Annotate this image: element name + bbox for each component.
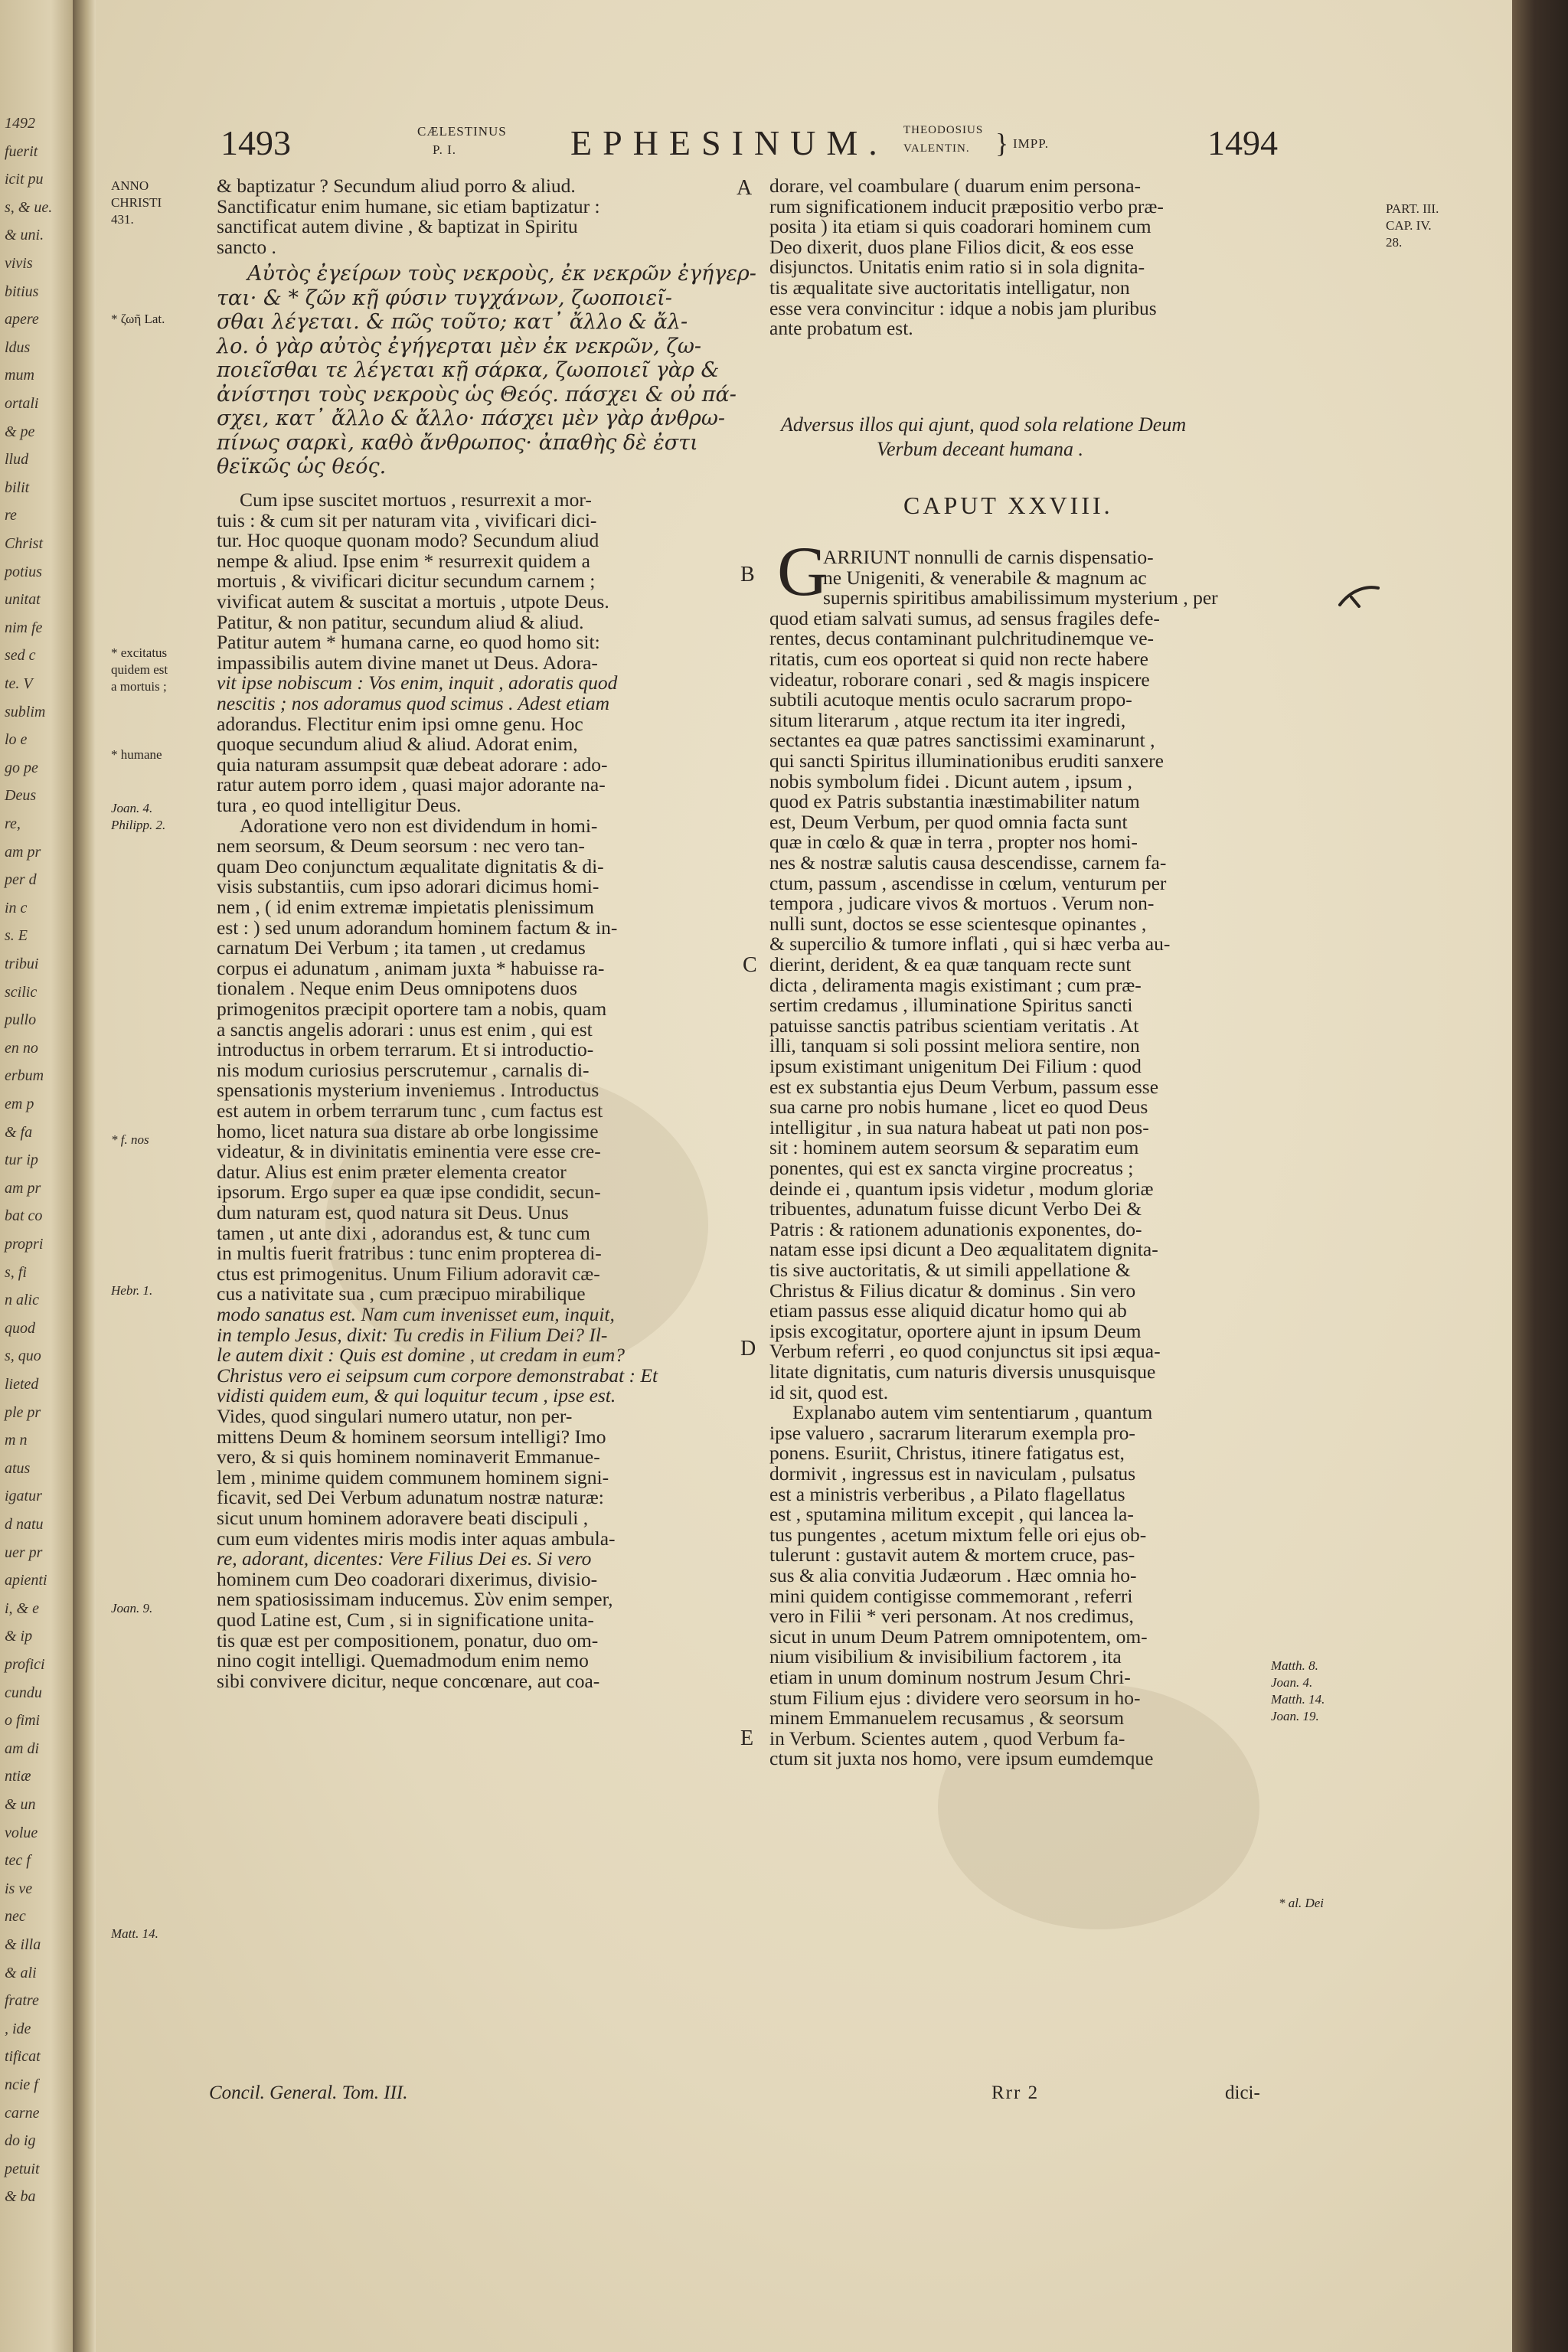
text-line: lem , minime quidem communem hominem signi-	[217, 1465, 609, 1488]
text-line: situm literarum , atque rectum ita iter ingredi,	[769, 708, 1126, 731]
fragment-line: nec	[5, 1908, 26, 1926]
fragment-line: bat co	[5, 1207, 43, 1225]
fragment-line: & pe	[5, 423, 35, 440]
right-margin-note: PART. III.	[1386, 201, 1439, 216]
fragment-line: m n	[5, 1432, 28, 1449]
text-line: ponentes, qui est ex sancta virgine procreatus ;	[769, 1157, 1134, 1179]
text-line: mini quidem contigisse commemorant , referri	[769, 1584, 1133, 1607]
text-line: spensationis mysterium inveniemus . Introductus	[217, 1079, 599, 1102]
fragment-line: unitat	[5, 591, 41, 609]
text-line: id sit, quod est.	[769, 1380, 889, 1403]
text-line: tempora , judicare vivos & mortuos . Verum non-	[769, 892, 1155, 915]
text-line: corpus ei adunatum , animam juxta * habuisse ra-	[217, 956, 605, 979]
left-margin-note: Matt. 14.	[111, 1926, 158, 1941]
text-line: etiam passus esse aliquid dicatur homo qui ab	[769, 1299, 1127, 1322]
fragment-line: per d	[5, 871, 37, 889]
page	[96, 0, 1512, 2352]
text-line: sicut in unum Deum Patrem omnipotentem, om-	[769, 1625, 1148, 1648]
text-line: cum eum videntes miris modis inter aquas ambula-	[217, 1527, 616, 1550]
fragment-line: & uni.	[5, 227, 44, 244]
text-line: intelligitur , in sua natura habeat ut pati non pos-	[769, 1116, 1149, 1138]
fragment-line: carne	[5, 2104, 40, 2122]
fragment-line: & un	[5, 1796, 36, 1813]
fragment-line: s, quo	[5, 1348, 41, 1365]
text-line: vit ipse nobiscum : Vos enim, inquit , adoratis quod	[217, 671, 618, 694]
fragment-line: icit pu	[5, 171, 44, 188]
section-letter-e: E	[740, 1726, 754, 1750]
greek-text-line: ται· & * ζῶν κῇ φύσιν τυγχάνων, ζωοποιεῖ-	[217, 286, 672, 310]
fragment-line: tec f	[5, 1852, 31, 1870]
text-line: ficavit, sed Dei Verbum adunatum nostræ naturæ:	[217, 1486, 604, 1509]
text-line: dierint, derident, & ea quæ tanquam recte sunt	[769, 953, 1132, 975]
fragment-line: bilit	[5, 479, 30, 496]
text-line: tis sive auctoritatis, & ut simili appellatione &	[769, 1259, 1131, 1281]
text-line: quod ex Patris substantia inæstimabiliter natum	[769, 790, 1140, 813]
text-line: ratur autem porro idem , quasi major adorante na-	[217, 773, 606, 796]
greek-text-line: σχει, κατ᾽ ἄλλο & ἄλλο· πάσχει μὲν γὰρ ἀνθρω-	[217, 407, 725, 431]
fragment-line: re,	[5, 815, 21, 832]
fragment-line: petuit	[5, 2160, 40, 2177]
text-line: est , sputamina militum excepit , qui lancea la-	[769, 1503, 1134, 1526]
left-margin-note: Joan. 9.	[111, 1601, 153, 1615]
text-line: dormivit , ingressus est in naviculam , pulsatus	[769, 1462, 1136, 1485]
text-line: ctum, passum , ascendisse in cœlum, venturum per	[769, 871, 1167, 894]
header-emperor-2: VALENTIN.	[903, 142, 970, 155]
fragment-line: tribui	[5, 956, 39, 972]
left-margin-note: a mortuis ;	[111, 679, 167, 694]
text-line: a sanctis angelis adorari : unus est enim , qui est	[217, 1018, 593, 1040]
fragment-line: o fimi	[5, 1712, 41, 1730]
left-margin-note: * f. nos	[111, 1132, 149, 1147]
text-line: dorare, vel coambulare ( duarum enim persona-	[769, 175, 1141, 197]
text-line: modo sanatus est. Nam cum invenisset eum, inquit,	[217, 1302, 615, 1325]
section-letter-b: B	[740, 563, 755, 586]
fragment-line: apere	[5, 311, 39, 328]
text-line: Vides, quod singulari numero utatur, non per-	[217, 1404, 573, 1427]
signature-mark: Rrr 2	[991, 2082, 1040, 2103]
paper-stain	[938, 1684, 1259, 1929]
fragment-line: ncie f	[5, 2076, 38, 2093]
text-line: Patris : & rationem adunationis exponentes, do-	[769, 1217, 1142, 1240]
greek-text-line: πίνως σαρκὶ, καθὸ ἄνθρωπος· ἀπαθὴς δὲ ἐστι	[217, 430, 698, 455]
fragment-line: mum	[5, 367, 34, 384]
text-line: Deo dixerit, duos plane Filios dicit, & eos esse	[769, 235, 1134, 258]
text-line: est, Deum Verbum, per quod omnia facta sunt	[769, 810, 1128, 833]
fragment-line: am di	[5, 1740, 39, 1757]
text-line: Patitur autem * humana carne, eo quod homo sit:	[217, 631, 600, 654]
fragment-line: tur ip	[5, 1152, 38, 1169]
text-line: sua carne pro nobis humane , licet eo quod Deus	[769, 1096, 1148, 1119]
text-line: ctus est primogenitus. Unum Filium adoravit cæ-	[217, 1262, 600, 1285]
text-line: Verbum referri , eo quod conjunctus sit ipsi æqua-	[769, 1340, 1161, 1363]
text-line: subtili acutoque mentis oculo sacrarum propo-	[769, 688, 1132, 711]
text-line: ne Unigeniti, & venerabile & magnum ac	[823, 566, 1147, 589]
text-line: sibi convivere dicitur, neque concœnare, aut coa-	[217, 1669, 600, 1692]
text-line: sanctificat autem divine , & baptizat in Spiritu	[217, 215, 578, 238]
text-line: in templo Jesus, dixit: Tu credis in Filium Dei? Il-	[217, 1323, 608, 1346]
text-line: vero in Filii * veri personam. At nos credimus,	[769, 1605, 1134, 1628]
text-line: Christus & Filius dicatur & dominus . Sin vero	[769, 1279, 1136, 1302]
fragment-line: vivis	[5, 255, 33, 272]
text-line: sertim credamus , illuminatione Spiritus sancti	[769, 994, 1133, 1017]
right-margin-note: Joan. 19.	[1271, 1709, 1319, 1723]
fragment-line: & fa	[5, 1123, 33, 1141]
text-line: sectantes ea quæ patres sanctissimi examinarunt ,	[769, 729, 1155, 752]
fragment-line: ntiæ	[5, 1768, 31, 1785]
text-line: tis quæ est per compositionem, ponatur, duo om-	[217, 1628, 599, 1651]
text-line: mortuis , & vivificari dicitur secundum carnem ;	[217, 570, 596, 593]
text-line: ARRIUNT nonnulli de carnis dispensatio-	[823, 546, 1154, 568]
chapter-summary-line-2: Verbum deceant humana .	[877, 438, 1084, 460]
drop-capital: G	[777, 532, 828, 610]
fragment-line: 1492	[5, 115, 35, 132]
text-line: nem , ( id enim extremæ impietatis plenissimum	[217, 895, 594, 918]
fragment-line: & ip	[5, 1628, 33, 1645]
header-emperor-1: THEODOSIUS	[903, 124, 984, 136]
left-margin-note: Joan. 4.	[111, 801, 153, 815]
header-emperors-label: IMPP.	[1013, 136, 1050, 151]
text-line: quoque secundum aliud & aliud. Adorat enim,	[217, 733, 578, 756]
right-margin-note: Matth. 14.	[1271, 1692, 1325, 1707]
fragment-line: propri	[5, 1236, 44, 1253]
text-line: tuis : & cum sit per naturam vita , vivificari dici-	[217, 508, 597, 531]
fragment-line: volue	[5, 1824, 38, 1841]
header-pope-name: CÆLESTINUS	[417, 124, 507, 139]
text-line: disjunctos. Unitatis enim ratio si in sola dignita-	[769, 256, 1145, 279]
text-line: quod Latine est, Cum , si in significatione unita-	[217, 1608, 594, 1631]
text-line: in Verbum. Scientes autem , quod Verbum fa-	[769, 1726, 1125, 1749]
text-line: minem Emmanuelem recusamus , & seorsum	[769, 1707, 1125, 1730]
text-line: tura , eo quod intelligitur Deus.	[217, 793, 462, 816]
left-margin-note: * ζωῆ Lat.	[111, 312, 165, 326]
greek-text-line: λο. ὁ γὰρ αὐτὸς ἐγήγερται μὲν ἐκ νεκρῶν, ζω-	[217, 334, 702, 358]
text-line: est ex substantia ejus Deum Verbum, passum esse	[769, 1075, 1159, 1098]
text-line: deinde ei , quantum ipsis videtur , modum gloriæ	[769, 1177, 1154, 1200]
text-line: nulli sunt, doctos se esse scientesque opinantes ,	[769, 912, 1147, 935]
text-line: dicta , deliramenta magis existimant ; cum præ-	[769, 973, 1142, 996]
text-line: supernis spiritibus amabilissimum mysterium , per	[823, 586, 1218, 609]
section-letter-a: A	[737, 176, 753, 200]
text-line: Patitur, & non patitur, secundum aliud & aliud.	[217, 610, 584, 633]
fragment-line: en no	[5, 1039, 38, 1057]
text-line: etiam in unum dominum nostrum Jesum Chri-	[769, 1666, 1131, 1688]
page-edge	[1512, 0, 1568, 2352]
fragment-line: am pr	[5, 1179, 41, 1197]
right-margin-note: CAP. IV.	[1386, 218, 1432, 233]
text-line: ponens. Esuriit, Christus, itinere fatigatus est,	[769, 1442, 1125, 1465]
ink-mark-icon	[1336, 582, 1382, 612]
fragment-line: uer pr	[5, 1544, 43, 1561]
fragment-line: profici	[5, 1656, 45, 1673]
fragment-line: pullo	[5, 1011, 37, 1029]
footer-volume: Concil. General. Tom. III.	[209, 2082, 408, 2103]
header-pope-number: P. I.	[433, 142, 456, 157]
greek-text-line: ποιεῖσθαι τε λέγεται κῇ σάρκα, ζωοποιεῖ γὰρ &	[217, 358, 720, 383]
text-line: in multis fuerit fratribus : tunc enim propterea di-	[217, 1242, 602, 1265]
text-line: nempe & aliud. Ipse enim * resurrexit quidem a	[217, 549, 590, 572]
text-line: videatur, & in divinitatis eminentia vere esse cre-	[217, 1140, 601, 1163]
fragment-line: apienti	[5, 1572, 47, 1589]
fragment-line: s, fi	[5, 1263, 27, 1281]
text-line: videatur, roborare conari , sed & magis inspicere	[769, 668, 1150, 691]
fragment-line: & ba	[5, 2188, 36, 2206]
right-margin-note: Matth. 8.	[1271, 1658, 1318, 1673]
text-line: nium visibilium & invisibilium factorem , ita	[769, 1645, 1122, 1668]
text-line: ipsis excogitatur, oportere ajunt in ipsum Deum	[769, 1319, 1142, 1342]
fragment-line: ortali	[5, 395, 39, 412]
fragment-line: quod	[5, 1319, 35, 1337]
text-line: Sanctificatur enim humane, sic etiam baptizatur :	[217, 194, 600, 217]
fragment-line: fuerit	[5, 142, 38, 160]
text-line: Cum ipse suscitet mortuos , resurrexit a mor-	[240, 488, 592, 511]
text-line: illi, tanquam si soli possint meliora sentire, non	[769, 1034, 1140, 1057]
fragment-line: sed c	[5, 647, 36, 665]
text-line: & supercilio & tumore inflati , qui si hæc verba au-	[769, 933, 1171, 956]
text-line: nescitis ; nos adoramus quod scimus . Adest etiam	[217, 691, 610, 714]
fragment-line: scilic	[5, 983, 38, 1001]
fragment-line: & illa	[5, 1936, 41, 1953]
text-line: & baptizatur ? Secundum aliud porro & aliud.	[217, 175, 576, 197]
text-line: introductus in orbem terrarum. Et si introductio-	[217, 1038, 594, 1061]
text-line: visis substantiis, cum ipso adorari dicimus homi-	[217, 875, 599, 898]
text-line: rentes, decus contaminant pulchritudinemque ve-	[769, 627, 1155, 650]
text-line: ctum sit juxta nos homo, vere ipsum eumdemque	[769, 1747, 1154, 1770]
text-line: rum significationem inducit præpositio verbo præ-	[769, 194, 1164, 217]
text-line: natam esse ipsi dicunt a Deo æqualitatem dignita-	[769, 1238, 1158, 1261]
text-line: le autem dixit : Quis est domine , ut credam in eum?	[217, 1344, 626, 1367]
fragment-line: sublim	[5, 703, 46, 720]
text-line: est a ministris verberibus , a Pilato flagellatus	[769, 1482, 1125, 1505]
text-line: sit : hominem autem seorsum & separatim eum	[769, 1136, 1139, 1159]
fragment-line: , ide	[5, 2020, 31, 2037]
text-line: Christus vero ei seipsum cum corpore demonstrabat : Et	[217, 1364, 658, 1387]
text-line: est : ) sed unum adorandum hominem factum & in-	[217, 916, 618, 939]
greek-text-line: σθαι λέγεται. & πῶς τοῦτο; κατ᾽ ἄλλο & ἄλ-	[217, 310, 688, 335]
left-margin-note: ANNO	[111, 178, 149, 193]
text-line: re, adorant, dicentes: Vere Filius Dei es. Si vero	[217, 1547, 592, 1570]
fragment-line: lieted	[5, 1376, 39, 1393]
section-letter-c: C	[743, 953, 757, 977]
left-margin-note: 431.	[111, 212, 134, 227]
left-margin-note: CHRISTI	[111, 195, 162, 210]
text-line: quæ in cœlo & quæ in terra , propter nos homi-	[769, 831, 1138, 854]
text-line: patuisse sanctis patribus scientiam veritatis . At	[769, 1014, 1139, 1037]
fragment-line: d natu	[5, 1516, 44, 1533]
fragment-line: cundu	[5, 1684, 42, 1701]
fragment-line: erbum	[5, 1067, 44, 1085]
header-brace: }	[995, 128, 1009, 158]
text-line: tionalem . Neque enim Deus omnipotens duos	[217, 977, 577, 1000]
text-line: impassibilis autem divine manet ut Deus. Adora-	[217, 651, 598, 674]
fragment-line: in c	[5, 899, 28, 916]
left-margin-note: Philipp. 2.	[111, 818, 166, 832]
greek-text-line: ἀνίστησι τοὺς νεκροὺς ὡς Θεός. πάσχει & οὐ πά-	[217, 382, 737, 407]
fragment-line: tificat	[5, 2048, 41, 2066]
fragment-line: Deus	[5, 787, 37, 805]
text-line: stum Filium ejus : dividere vero seorsum in ho-	[769, 1686, 1141, 1709]
fragment-line: is ve	[5, 1880, 33, 1897]
text-line: hominem cum Deo coadorari dixerimus, divisio-	[217, 1567, 598, 1590]
chapter-heading: CAPUT XXVIII.	[903, 492, 1113, 519]
fragment-line: atus	[5, 1459, 31, 1477]
fragment-line: i, & e	[5, 1599, 39, 1617]
text-line: posita ) ita etiam si quis coadorari hominem cum	[769, 215, 1152, 238]
fragment-line: lo e	[5, 731, 28, 749]
greek-text-line: Αὐτὸς ἐγείρων τοὺς νεκροὺς, ἐκ νεκρῶν ἐγήγερ-	[247, 262, 756, 286]
previous-page-fragment	[0, 0, 73, 2352]
text-line: homo, licet natura sua distare ab orbe longissime	[217, 1119, 599, 1142]
text-line: dum naturam est, quod natura sit Deus. Unus	[217, 1200, 569, 1223]
left-margin-note: Hebr. 1.	[111, 1283, 153, 1298]
right-margin-note: * al. Dei	[1279, 1896, 1325, 1910]
text-line: vero, & si quis hominem nominaverit Emmanue-	[217, 1446, 600, 1468]
text-line: quam Deo conjunctum æqualitate dignitatis & di-	[217, 854, 604, 877]
text-line: nino cogit intelligi. Quemadmodum enim nemo	[217, 1649, 589, 1672]
text-line: ipsum existimant unigenitum Dei Filium : quod	[769, 1055, 1142, 1077]
text-line: nem spatiosissimam inducemus. Σὺν enim semper,	[217, 1588, 613, 1611]
text-line: nes & nostræ salutis causa descendisse, carnem fa-	[769, 851, 1167, 874]
fragment-line: ple pr	[5, 1403, 41, 1421]
text-line: nobis symbolum fidei . Dicunt autem , ipsum ,	[769, 769, 1132, 792]
text-line: datur. Alius est enim præter elementa creator	[217, 1160, 567, 1183]
text-line: tur. Hoc quoque quonam modo? Secundum aliud	[217, 529, 599, 552]
text-line: tus pungentes , acetum mixtum felle ori ejus ob-	[769, 1523, 1147, 1546]
text-line: Explanabo autem vim sententiarum , quantum	[792, 1401, 1153, 1424]
fragment-line: em p	[5, 1096, 34, 1112]
left-margin-note: quidem est	[111, 662, 168, 677]
fragment-line: fratre	[5, 1992, 39, 2010]
text-line: quia naturam assumpsit quæ debeat adorare : ado-	[217, 753, 608, 776]
fragment-line: bitius	[5, 283, 39, 300]
fragment-line: am pr	[5, 843, 41, 861]
fragment-line: s, & ue.	[5, 198, 53, 216]
text-line: sus & alia convitia Judæorum . Hæc omnia ho-	[769, 1564, 1137, 1586]
text-line: quod etiam salvati sumus, ad sensus fragiles defe-	[769, 606, 1160, 629]
text-line: tamen , ut ante dixi , adorandus est, & tunc cum	[217, 1221, 590, 1244]
fragment-line: nim fe	[5, 619, 43, 636]
text-line: cus a nativitate sua , cum præcipuo mirabilique	[217, 1282, 586, 1305]
text-line: nem seorsum, & Deum seorsum : nec vero tan-	[217, 835, 585, 858]
text-line: nis modum curiosius perscrutemur , carnalis di-	[217, 1058, 590, 1081]
fragment-line: Christ	[5, 535, 44, 552]
text-line: ante probatum est.	[769, 317, 913, 340]
section-letter-d: D	[740, 1337, 756, 1361]
fragment-line: n alic	[5, 1292, 39, 1309]
fragment-line: & ali	[5, 1964, 37, 1981]
catchword: dici-	[1225, 2082, 1260, 2103]
text-line: litate dignitatis, cum naturis diversis unusquisque	[769, 1361, 1156, 1383]
book-gutter	[73, 0, 96, 2352]
text-line: mittens Deum & hominem seorsum intelligi? Imo	[217, 1425, 606, 1448]
fragment-line: s. E	[5, 927, 28, 945]
text-line: vidisti quidem eum, & qui loquitur tecum , ipse est.	[217, 1384, 616, 1407]
fragment-line: igatur	[5, 1488, 42, 1505]
fragment-line: llud	[5, 451, 29, 469]
text-line: ipsorum. Ergo super ea quæ ipse condidit, secun-	[217, 1181, 601, 1204]
right-page-number: 1494	[1207, 123, 1278, 162]
text-line: tulerunt : gustavit autem & mortem cruce, pas-	[769, 1544, 1135, 1566]
fragment-line: potius	[5, 563, 42, 580]
text-line: esse vera convincitur : idque a nobis jam pluribus	[769, 296, 1157, 319]
text-line: sancto .	[217, 235, 276, 258]
right-margin-note: Joan. 4.	[1271, 1675, 1313, 1690]
text-line: sicut unum hominem adoravere beati discipuli ,	[217, 1506, 589, 1529]
header-title: EPHESINUM.	[570, 123, 888, 162]
text-line: carnatum Dei Verbum ; ita tamen , ut credamus	[217, 936, 586, 959]
text-line: ipse valuero , sacrarum literarum exempla pro-	[769, 1421, 1135, 1444]
text-line: adorandus. Flectitur enim ipsi omne genu. Hoc	[217, 712, 583, 735]
text-line: est autem in orbem terrarum tunc , cum factus est	[217, 1099, 603, 1122]
text-line: tribuentes, adunatum fuisse dicunt Verbo Dei &	[769, 1197, 1142, 1220]
fragment-line: re	[5, 507, 17, 524]
text-line: primogenitos præcipit oportere tam a nobis, quam	[217, 997, 607, 1020]
left-margin-note: * excitatus	[111, 645, 168, 660]
text-line: ritatis, cum eos oporteat si quid non recte habere	[769, 648, 1148, 670]
text-line: vivificat autem & suscitat a mortuis , utpote Deus.	[217, 590, 609, 612]
greek-text-line: θεϊκῶς ὡς θεός.	[217, 455, 387, 479]
fragment-line: do ig	[5, 2132, 36, 2150]
chapter-summary-line-1: Adversus illos qui ajunt, quod sola relatione Deum	[781, 413, 1187, 436]
fragment-line: ldus	[5, 338, 31, 356]
text-line: qui sancti Spiritus illuminationibus eruditi sanxere	[769, 750, 1164, 772]
left-margin-note: * humane	[111, 747, 162, 762]
text-line: tis æqualitate sive auctoritatis intelligatur, non	[769, 276, 1130, 299]
fragment-line: te. V	[5, 675, 33, 692]
left-page-number: 1493	[220, 123, 291, 162]
right-margin-note: 28.	[1386, 235, 1403, 250]
text-line: Adoratione vero non est dividendum in homi-	[240, 814, 598, 837]
fragment-line: go pe	[5, 759, 38, 776]
paper-stain	[325, 1072, 708, 1378]
